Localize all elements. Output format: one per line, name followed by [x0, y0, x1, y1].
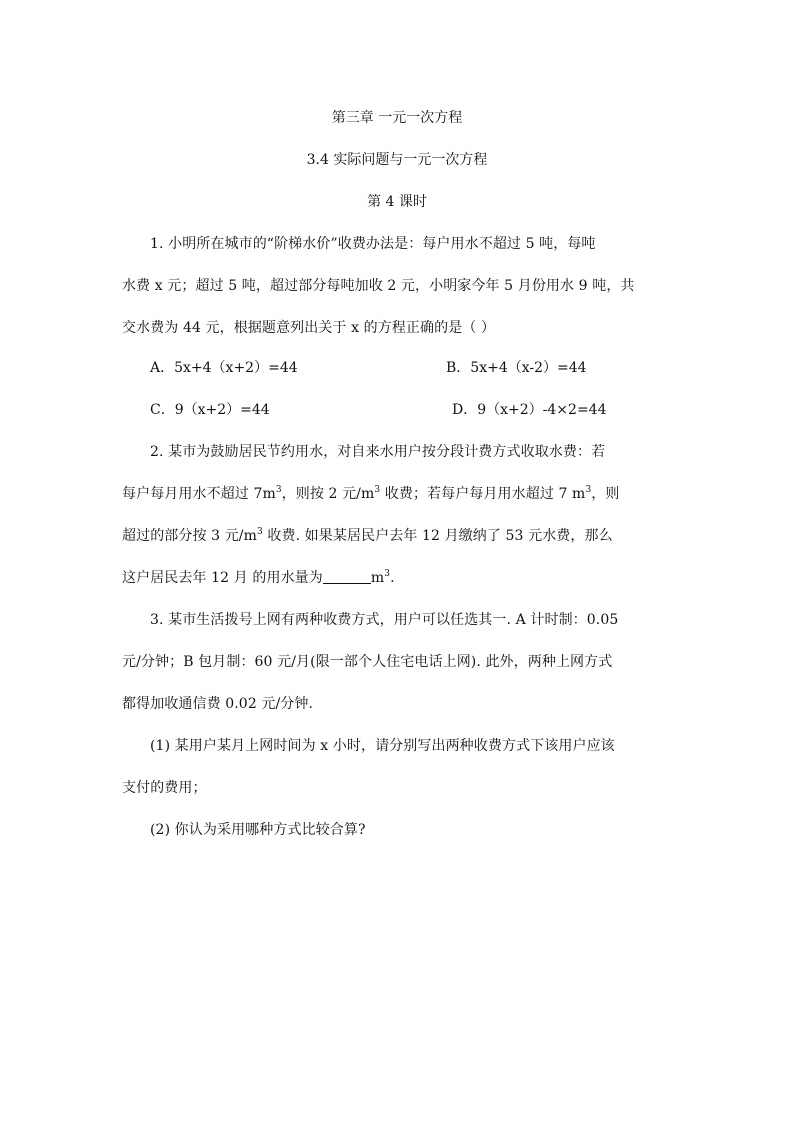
- q3-line-3: 都得加收通信费 0.02 元/分钟.: [122, 696, 314, 712]
- q2-line-2-part-b: ，则按 2 元/m: [281, 486, 375, 502]
- q3-sub1-line-1: (1) 某用户某月上网时间为 x 小时，请分别写出两种收费方式下该用户应该: [150, 738, 615, 754]
- q2-line-2-part-c: 收费；若每户每月用水超过 7 m: [380, 486, 586, 502]
- q2-line-2-part-a: 每户每月用水不超过 7m: [122, 486, 276, 502]
- superscript-3: 3: [257, 527, 263, 537]
- q1-option-d: D．9（x+2）-4×2=44: [452, 402, 607, 418]
- q2-line-3-part-b: 收费. 如果某居民户去年 12 月缴纳了 53 元水费，那么: [262, 528, 613, 544]
- q1-line-1: 1. 小明所在城市的“阶梯水价”收费办法是：每户用水不超过 5 吨，每吨: [150, 236, 596, 252]
- q1-option-c: C．9（x+2）=44: [150, 402, 270, 418]
- q2-line-4-period: .: [390, 570, 395, 586]
- q1-option-b: B．5x+4（x-2）=44: [446, 360, 587, 376]
- superscript-3: 3: [585, 485, 592, 495]
- q2-line-4-part-a: 这户居民去年 12 月 的用水量为: [122, 570, 323, 586]
- superscript-3: 3: [384, 569, 391, 579]
- q2-line-4: [122, 568, 395, 588]
- answer-blank[interactable]: [323, 569, 371, 584]
- q1-line-2: 水费 x 元；超过 5 吨，超过部分每吨加收 2 元，小明家今年 5 月份用水 9 吨，共: [122, 278, 635, 294]
- q2-line-2-part-d: ，则: [591, 486, 620, 502]
- superscript-3: 3: [374, 485, 381, 495]
- q2-line-1: 2. 某市为鼓励居民节约用水，对自来水用户按分段计费方式收取水费：若: [150, 444, 606, 460]
- q3-sub1-line-2: 支付的费用；: [122, 780, 207, 796]
- q1-option-a: A．5x+4（x+2）=44: [150, 360, 298, 376]
- q2-line-4-unit: m: [370, 570, 385, 586]
- q3-line-1: 3. 某市生活拨号上网有两种收费方式，用户可以任选其一. A 计时制：0.05: [150, 612, 619, 628]
- chapter-title: 第三章 一元一次方程: [331, 110, 463, 126]
- section-title: 3.4 实际问题与一元一次方程: [306, 152, 488, 168]
- q1-line-3: 交水费为 44 元，根据题意列出关于 x 的方程正确的是（ ）: [122, 320, 496, 336]
- q3-line-2: 元/分钟；B 包月制：60 元/月(限一部个人住宅电话上网). 此外，两种上网方式: [122, 654, 613, 670]
- q2-line-2: [122, 484, 619, 504]
- q2-line-3: [122, 526, 613, 546]
- q2-line-3-part-a: 超过的部分按 3 元/m: [122, 528, 257, 544]
- superscript-3: 3: [275, 485, 282, 495]
- q3-sub2: (2) 你认为采用哪种方式比较合算?: [150, 822, 366, 838]
- lesson-title: 第 4 课时: [367, 194, 427, 210]
